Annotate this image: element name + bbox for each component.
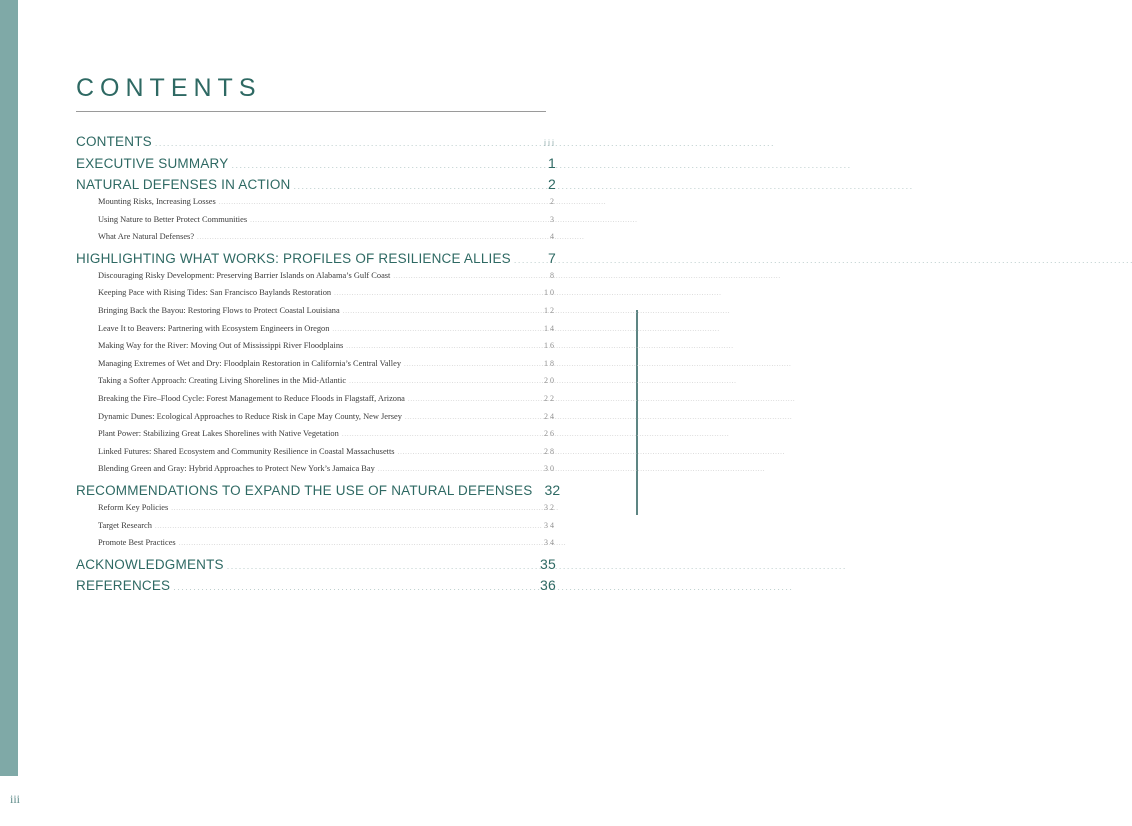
dot-leader <box>343 307 541 315</box>
dot-leader <box>173 582 531 592</box>
toc-entry-label: HIGHLIGHTING WHAT WORKS: PROFILES OF RESILIENCE ALLIES <box>76 250 511 266</box>
dot-leader <box>398 448 541 456</box>
page-title: CONTENTS <box>76 74 262 102</box>
toc-subentry-label: Taking a Softer Approach: Creating Living Shorelines in the Mid-Atlantic <box>98 376 347 386</box>
toc-subentry[interactable] <box>76 271 556 289</box>
toc-subentry[interactable] <box>76 464 556 482</box>
toc-subentry-label: Breaking the Fire–Flood Cycle: Forest Management to Reduce Floods in Flagstaff, Arizona <box>98 393 405 403</box>
toc-entry-executive-summary[interactable] <box>76 155 556 176</box>
dot-leader <box>393 272 547 280</box>
page-number: iii <box>10 792 21 806</box>
toc-entry-page: 35 <box>540 555 556 572</box>
toc-subentry[interactable] <box>76 288 556 306</box>
toc-entry-acknowledgments[interactable] <box>76 556 556 577</box>
title-divider <box>76 111 546 112</box>
dot-leader <box>342 430 541 438</box>
toc-subentry-page: 22 <box>544 393 556 403</box>
toc-subentry[interactable] <box>76 359 556 377</box>
dot-leader <box>171 504 541 512</box>
toc-subentry-label: Target Research <box>98 520 152 530</box>
toc-entry-label: NATURAL DEFENSES IN ACTION <box>76 177 291 192</box>
toc-subentry[interactable] <box>76 232 556 250</box>
toc-entry-page: 32 <box>544 481 561 498</box>
dot-leader <box>250 216 547 224</box>
dot-leader <box>334 289 541 297</box>
toc-entry-contents[interactable] <box>76 134 556 155</box>
toc-subentry-label: Dynamic Dunes: Ecological Approaches to Reduce Risk in Cape May County, New Jersey <box>98 411 402 421</box>
toc-subentry-label: Promote Best Practices <box>98 538 176 548</box>
toc-entry-page: 1 <box>548 155 556 171</box>
toc-subentry[interactable] <box>76 447 556 465</box>
toc-entry-page: 2 <box>548 176 556 192</box>
toc-entry-natural-defenses[interactable] <box>76 176 556 197</box>
toc-subentry[interactable] <box>76 324 556 342</box>
side-color-bar <box>0 0 18 776</box>
toc-subentry-label: Making Way for the River: Moving Out of Mississippi River Floodplains <box>98 341 344 351</box>
toc-subentry-page: 18 <box>544 358 556 368</box>
dot-leader <box>197 233 547 241</box>
toc-subentry-page: 2 <box>550 197 556 206</box>
toc-subentry[interactable] <box>76 394 556 412</box>
toc-entry-page: 36 <box>540 576 556 593</box>
toc-subentry[interactable] <box>76 503 556 521</box>
toc-subentry[interactable] <box>76 341 556 359</box>
toc-entry-label: CONTENTS <box>76 134 152 149</box>
toc-entry-label: ACKNOWLEDGMENTS <box>76 556 224 572</box>
toc-subentry[interactable] <box>76 538 556 556</box>
toc-entry-references[interactable] <box>76 577 556 598</box>
dot-leader <box>408 395 541 403</box>
toc-subentry[interactable] <box>76 412 556 430</box>
toc-subentry-page: 34 <box>544 520 556 530</box>
toc-entry-highlighting[interactable] <box>76 250 556 271</box>
dot-leader <box>227 561 531 571</box>
dot-leader <box>378 465 541 473</box>
toc-subentry[interactable] <box>76 197 556 215</box>
toc-subentry-label: Using Nature to Better Protect Communities <box>98 214 248 224</box>
dot-leader <box>405 413 541 421</box>
toc-subentry[interactable] <box>76 376 556 394</box>
toc-subentry-page: 4 <box>550 232 556 242</box>
toc-entry-label: RECOMMENDATIONS TO EXPAND THE USE OF NATURAL DEFENSES <box>76 482 533 498</box>
toc-subentry-page: 3 <box>550 214 556 224</box>
toc-subentry-page: 10 <box>544 288 556 298</box>
dot-leader <box>349 377 541 385</box>
dot-leader <box>332 325 541 333</box>
toc-entry-page: iii <box>544 138 556 148</box>
dot-leader <box>346 342 541 350</box>
toc-subentry-page: 28 <box>544 446 556 456</box>
toc-entry-page: 7 <box>548 249 556 266</box>
toc-subentry-label: Reform Key Policies <box>98 502 169 512</box>
toc-subentry-label: Blending Green and Gray: Hybrid Approaches to Protect New York’s Jamaica Bay <box>98 464 375 474</box>
toc-entry-label: EXECUTIVE SUMMARY <box>76 156 229 171</box>
toc-subentry[interactable] <box>76 521 556 539</box>
dot-leader <box>155 522 541 530</box>
toc-subentry-label: Mounting Risks, Increasing Losses <box>98 197 216 206</box>
dot-leader <box>514 255 531 265</box>
toc-subentry-label: Plant Power: Stabilizing Great Lakes Shorelines with Native Vegetation <box>98 429 339 439</box>
dot-leader <box>219 198 547 206</box>
toc-subentry-page: 20 <box>544 376 556 386</box>
toc-subentry-page: 32 <box>544 502 556 512</box>
toc-entry-recommendations[interactable] <box>76 481 561 503</box>
toc-subentry-page: 8 <box>550 270 556 280</box>
toc-subentry-page: 16 <box>544 341 556 351</box>
toc-subentry-page: 34 <box>544 538 556 548</box>
toc-subentry-label: Managing Extremes of Wet and Dry: Floodplain Restoration in California’s Central Valley <box>98 358 402 368</box>
toc-subentry-label: Discouraging Risky Development: Preserving Barrier Islands on Alabama’s Gulf Coast <box>98 270 391 280</box>
toc-subentry[interactable] <box>76 215 556 233</box>
toc-subentry-label: Bringing Back the Bayou: Restoring Flows to Protect Coastal Louisiana <box>98 305 340 315</box>
toc-subentry-page: 14 <box>544 323 556 333</box>
dot-leader <box>231 160 531 170</box>
toc-subentry-label: Linked Futures: Shared Ecosystem and Community Resilience in Coastal Massachusetts <box>98 446 395 456</box>
dot-leader <box>179 539 541 547</box>
toc-subentry-label: What Are Natural Defenses? <box>98 232 195 242</box>
dot-leader <box>404 360 541 368</box>
dot-leader <box>155 138 531 148</box>
toc-subentry-label: Leave It to Beavers: Partnering with Ecosystem Engineers in Oregon <box>98 323 330 333</box>
toc-entry-label: REFERENCES <box>76 577 171 593</box>
toc-subentry[interactable] <box>76 429 556 447</box>
toc-subentry-page: 30 <box>544 464 556 474</box>
dot-leader <box>293 181 531 191</box>
toc-subentry-page: 26 <box>544 429 556 439</box>
toc-subentry-page: 24 <box>544 411 556 421</box>
toc-subentry-label: Keeping Pace with Rising Tides: San Francisco Baylands Restoration <box>98 288 332 298</box>
toc-subentry-page: 12 <box>544 305 556 315</box>
toc-subentry[interactable] <box>76 306 556 324</box>
table-of-contents <box>76 134 561 598</box>
